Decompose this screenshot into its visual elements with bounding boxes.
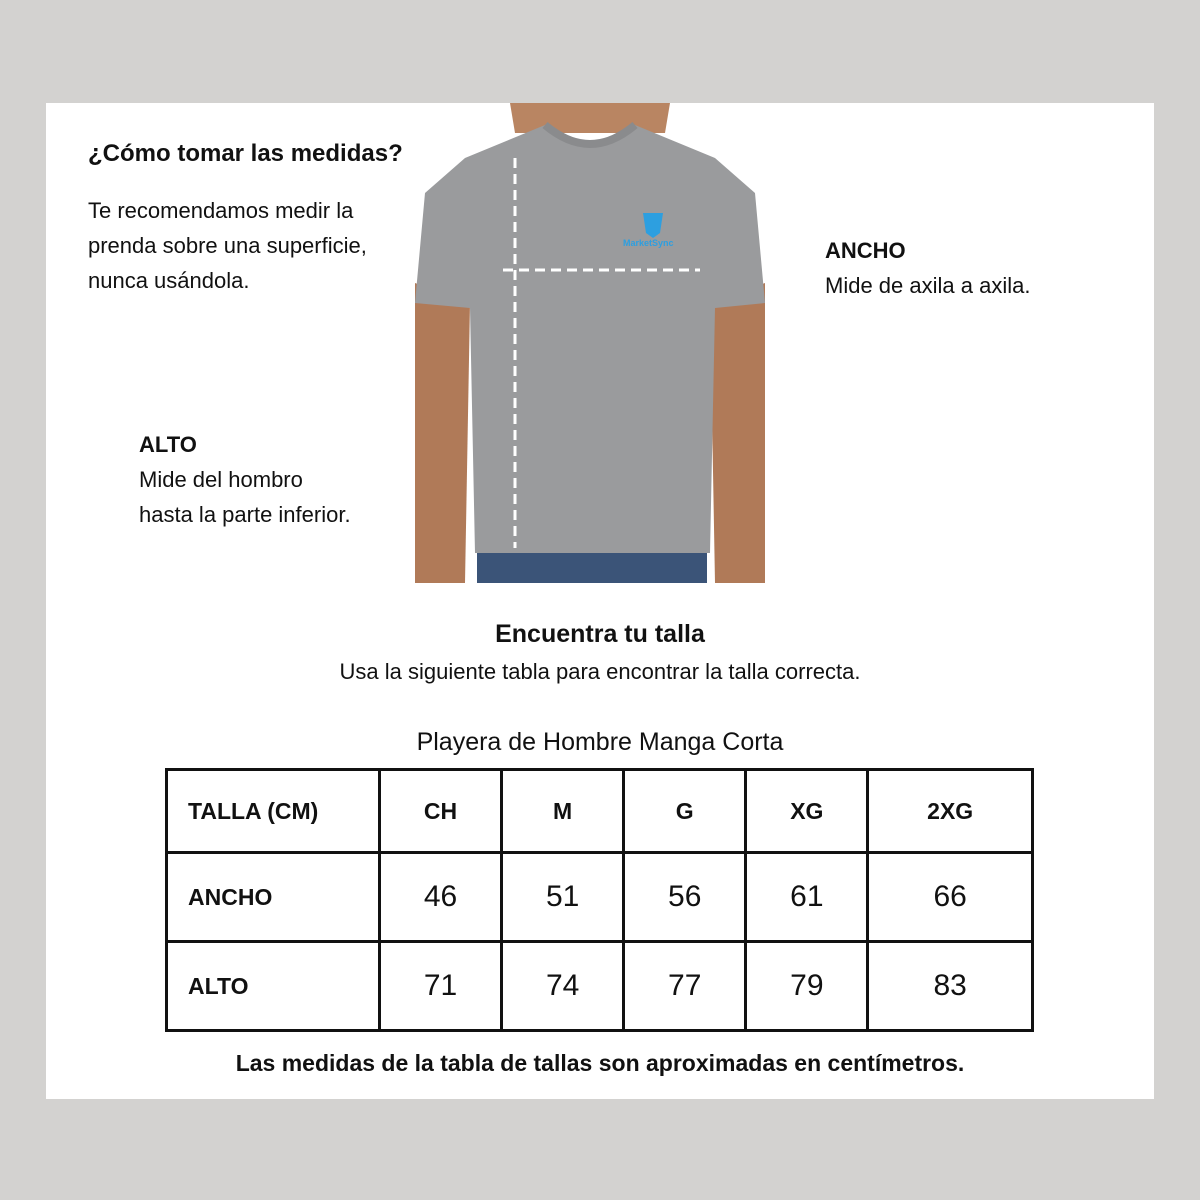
row-label: ANCHO (167, 853, 380, 942)
table-cell: 74 (502, 942, 624, 1031)
table-cell: 56 (624, 853, 746, 942)
header-cell: 2XG (868, 770, 1033, 853)
header-cell: XG (746, 770, 868, 853)
find-subtitle: Usa la siguiente tabla para encontrar la talla correcta. (339, 659, 861, 684)
ancho-title: ANCHO (825, 238, 906, 263)
header-cell: M (502, 770, 624, 853)
table-cell: 46 (380, 853, 502, 942)
alto-line: hasta la parte inferior. (139, 502, 351, 527)
alto-info (139, 427, 351, 532)
table-header-row (167, 770, 1033, 853)
howto-line: nunca usándola. (88, 268, 250, 293)
howto-title: ¿Cómo tomar las medidas? (88, 140, 403, 167)
alto-line: Mide del hombro (139, 467, 303, 492)
header-cell: TALLA (CM) (167, 770, 380, 853)
find-title: Encuentra tu talla (495, 620, 705, 648)
table-cell: 51 (502, 853, 624, 942)
ancho-text: Mide de axila a axila. (825, 273, 1031, 298)
size-table (165, 768, 1034, 1032)
footnote: Las medidas de la tabla de tallas son aproximadas en centímetros. (235, 1050, 965, 1076)
howto-line: prenda sobre una superficie, (88, 233, 367, 258)
row-label: ALTO (167, 942, 380, 1031)
howto-text (88, 193, 367, 298)
table-row (167, 942, 1033, 1031)
alto-title: ALTO (139, 432, 197, 457)
table-cell: 77 (624, 942, 746, 1031)
ancho-info (825, 233, 1030, 303)
table-cell: 83 (868, 942, 1033, 1031)
table-cell: 79 (746, 942, 868, 1031)
table-cell: 66 (868, 853, 1033, 942)
table-caption: Playera de Hombre Manga Corta (416, 728, 784, 756)
table-cell: 61 (746, 853, 868, 942)
header-cell: CH (380, 770, 502, 853)
tshirt-photo (415, 103, 765, 583)
table-cell: 71 (380, 942, 502, 1031)
header-cell: G (624, 770, 746, 853)
table-row (167, 853, 1033, 942)
brand-logo: MarketSync (623, 238, 674, 248)
howto-line: Te recomendamos medir la (88, 198, 354, 223)
